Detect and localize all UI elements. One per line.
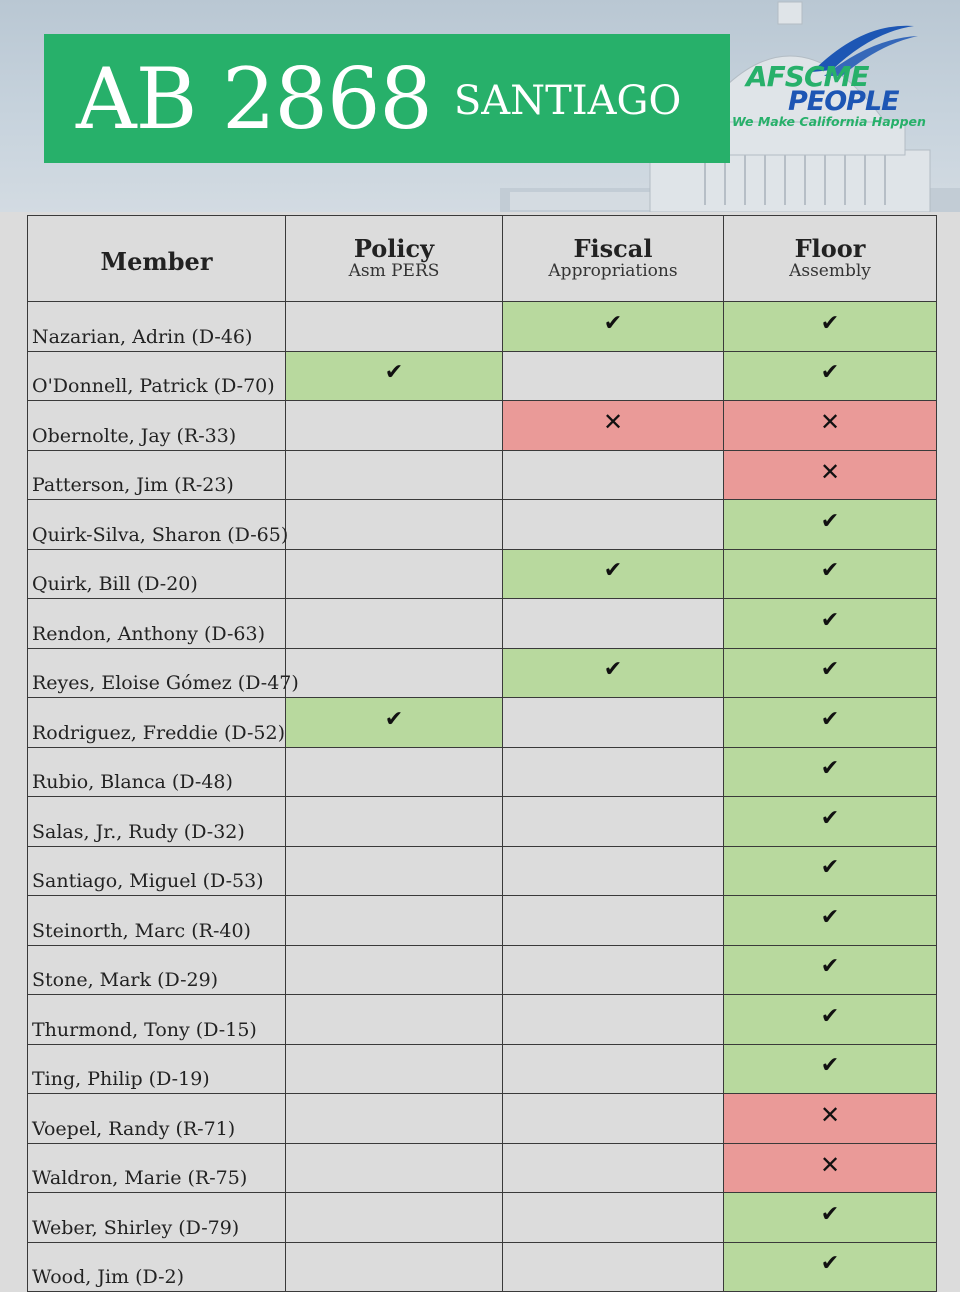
floor-vote-cell: [724, 1193, 937, 1243]
table-row: [28, 698, 937, 748]
floor-vote-cell: [724, 945, 937, 995]
vote-table: [27, 215, 937, 1292]
fiscal-header-sub: Appropriations: [548, 260, 678, 281]
member-name: Rendon, Anthony (D-63): [28, 599, 286, 649]
fiscal-vote-cell: [503, 302, 724, 352]
member-name: Weber, Shirley (D-79): [28, 1193, 286, 1243]
logo-people: PEOPLE: [788, 86, 899, 117]
checkmark-icon: ✔: [820, 756, 840, 782]
header-banner: [0, 0, 960, 212]
fiscal-vote-cell: [503, 1044, 724, 1094]
afscme-people-logo: [732, 20, 952, 132]
fiscal-vote-cell: [503, 995, 724, 1045]
fiscal-vote-cell: [503, 401, 724, 451]
table-row: [28, 747, 937, 797]
policy-vote-cell: [286, 500, 503, 550]
policy-vote-cell: [286, 1094, 503, 1144]
table-row: [28, 302, 937, 352]
policy-vote-cell: [286, 1242, 503, 1292]
policy-vote-cell: [286, 599, 503, 649]
member-name: Rodriguez, Freddie (D-52): [28, 698, 286, 748]
member-name: Rubio, Blanca (D-48): [28, 747, 286, 797]
table-row: [28, 351, 937, 401]
policy-vote-cell: [286, 1143, 503, 1193]
floor-vote-cell: [724, 500, 937, 550]
floor-vote-cell: [724, 846, 937, 896]
checkmark-icon: ✔: [820, 310, 840, 336]
table-row: [28, 995, 937, 1045]
checkmark-icon: ✔: [820, 706, 840, 732]
x-mark-icon: ✕: [602, 408, 624, 437]
bill-number: AB 2868: [76, 49, 432, 148]
floor-vote-cell: [724, 302, 937, 352]
policy-header-title: Policy: [353, 233, 435, 263]
logo-tagline: We Make California Happen: [732, 114, 926, 129]
fiscal-vote-cell: [503, 648, 724, 698]
fiscal-vote-cell: [503, 1143, 724, 1193]
member-header-label: Member: [100, 247, 213, 276]
fiscal-vote-cell: [503, 351, 724, 401]
floor-vote-cell: [724, 648, 937, 698]
table-row: [28, 896, 937, 946]
table-row: [28, 1242, 937, 1292]
table-row: [28, 1143, 937, 1193]
member-name: O'Donnell, Patrick (D-70): [28, 351, 286, 401]
checkmark-icon: ✔: [603, 657, 623, 683]
policy-vote-cell: [286, 648, 503, 698]
member-name: Quirk-Silva, Sharon (D-65): [28, 500, 286, 550]
policy-vote-cell: [286, 797, 503, 847]
floor-vote-cell: [724, 599, 937, 649]
table-row: [28, 846, 937, 896]
bill-author: SANTIAGO: [453, 77, 682, 124]
member-name: Ting, Philip (D-19): [28, 1044, 286, 1094]
bill-title-box: [44, 34, 730, 163]
floor-vote-cell: [724, 995, 937, 1045]
policy-vote-cell: [286, 1193, 503, 1243]
member-name: Stone, Mark (D-29): [28, 945, 286, 995]
floor-vote-cell: [724, 698, 937, 748]
floor-vote-cell: [724, 549, 937, 599]
fiscal-vote-cell: [503, 797, 724, 847]
checkmark-icon: ✔: [820, 855, 840, 881]
member-name: Salas, Jr., Rudy (D-32): [28, 797, 286, 847]
policy-vote-cell: [286, 945, 503, 995]
member-name: Wood, Jim (D-2): [28, 1242, 286, 1292]
checkmark-icon: ✔: [384, 360, 404, 386]
fiscal-vote-cell: [503, 450, 724, 500]
checkmark-icon: ✔: [820, 1053, 840, 1079]
checkmark-icon: ✔: [820, 904, 840, 930]
checkmark-icon: ✔: [603, 558, 623, 584]
table-row: [28, 648, 937, 698]
policy-vote-cell: [286, 747, 503, 797]
x-mark-icon: ✕: [819, 1101, 841, 1130]
fiscal-vote-cell: [503, 1094, 724, 1144]
floor-vote-cell: [724, 797, 937, 847]
x-mark-icon: ✕: [819, 1150, 841, 1179]
table-row: [28, 549, 937, 599]
member-name: Quirk, Bill (D-20): [28, 549, 286, 599]
fiscal-vote-cell: [503, 549, 724, 599]
table-row: [28, 500, 937, 550]
policy-vote-cell: [286, 896, 503, 946]
floor-header-sub: Assembly: [789, 260, 871, 281]
checkmark-icon: ✔: [820, 360, 840, 386]
table-row: [28, 945, 937, 995]
policy-vote-cell: [286, 450, 503, 500]
policy-vote-cell: [286, 401, 503, 451]
fiscal-vote-cell: [503, 599, 724, 649]
table-row: [28, 599, 937, 649]
fiscal-vote-cell: [503, 945, 724, 995]
member-name: Voepel, Randy (R-71): [28, 1094, 286, 1144]
member-name: Nazarian, Adrin (D-46): [28, 302, 286, 352]
floor-vote-cell: [724, 1094, 937, 1144]
checkmark-icon: ✔: [820, 1201, 840, 1227]
col-header-fiscal: [503, 216, 724, 302]
floor-vote-cell: [724, 351, 937, 401]
table-header-row: [28, 216, 937, 302]
member-name: Reyes, Eloise Gómez (D-47): [28, 648, 286, 698]
floor-vote-cell: [724, 450, 937, 500]
checkmark-icon: ✔: [820, 1251, 840, 1277]
checkmark-icon: ✔: [603, 310, 623, 336]
fiscal-vote-cell: [503, 698, 724, 748]
col-header-member: [28, 216, 286, 302]
checkmark-icon: ✔: [820, 607, 840, 633]
floor-vote-cell: [724, 1242, 937, 1292]
checkmark-icon: ✔: [820, 657, 840, 683]
table-row: [28, 1094, 937, 1144]
x-mark-icon: ✕: [819, 408, 841, 437]
policy-vote-cell: [286, 846, 503, 896]
table-row: [28, 797, 937, 847]
floor-vote-cell: [724, 1143, 937, 1193]
floor-vote-cell: [724, 896, 937, 946]
checkmark-icon: ✔: [820, 805, 840, 831]
floor-vote-cell: [724, 401, 937, 451]
table-row: [28, 1044, 937, 1094]
logo-afscme: AFSCME: [746, 60, 869, 93]
checkmark-icon: ✔: [820, 954, 840, 980]
checkmark-icon: ✔: [820, 558, 840, 584]
table-row: [28, 450, 937, 500]
policy-vote-cell: [286, 995, 503, 1045]
floor-header-title: Floor: [794, 233, 866, 263]
member-name: Patterson, Jim (R-23): [28, 450, 286, 500]
fiscal-vote-cell: [503, 500, 724, 550]
floor-vote-cell: [724, 747, 937, 797]
policy-vote-cell: [286, 549, 503, 599]
member-name: Waldron, Marie (R-75): [28, 1143, 286, 1193]
col-header-policy: [286, 216, 503, 302]
fiscal-header-title: Fiscal: [573, 233, 653, 263]
fiscal-vote-cell: [503, 747, 724, 797]
vote-table-body: [28, 302, 937, 1292]
policy-vote-cell: [286, 698, 503, 748]
checkmark-icon: ✔: [820, 1003, 840, 1029]
fiscal-vote-cell: [503, 1242, 724, 1292]
policy-header-sub: Asm PERS: [348, 260, 440, 281]
fiscal-vote-cell: [503, 846, 724, 896]
policy-vote-cell: [286, 302, 503, 352]
policy-vote-cell: [286, 351, 503, 401]
floor-vote-cell: [724, 1044, 937, 1094]
table-row: [28, 401, 937, 451]
x-mark-icon: ✕: [819, 457, 841, 486]
table-row: [28, 1193, 937, 1243]
member-name: Steinorth, Marc (R-40): [28, 896, 286, 946]
checkmark-icon: ✔: [384, 706, 404, 732]
fiscal-vote-cell: [503, 1193, 724, 1243]
col-header-floor: [724, 216, 937, 302]
member-name: Obernolte, Jay (R-33): [28, 401, 286, 451]
checkmark-icon: ✔: [820, 508, 840, 534]
member-name: Santiago, Miguel (D-53): [28, 846, 286, 896]
fiscal-vote-cell: [503, 896, 724, 946]
policy-vote-cell: [286, 1044, 503, 1094]
member-name: Thurmond, Tony (D-15): [28, 995, 286, 1045]
